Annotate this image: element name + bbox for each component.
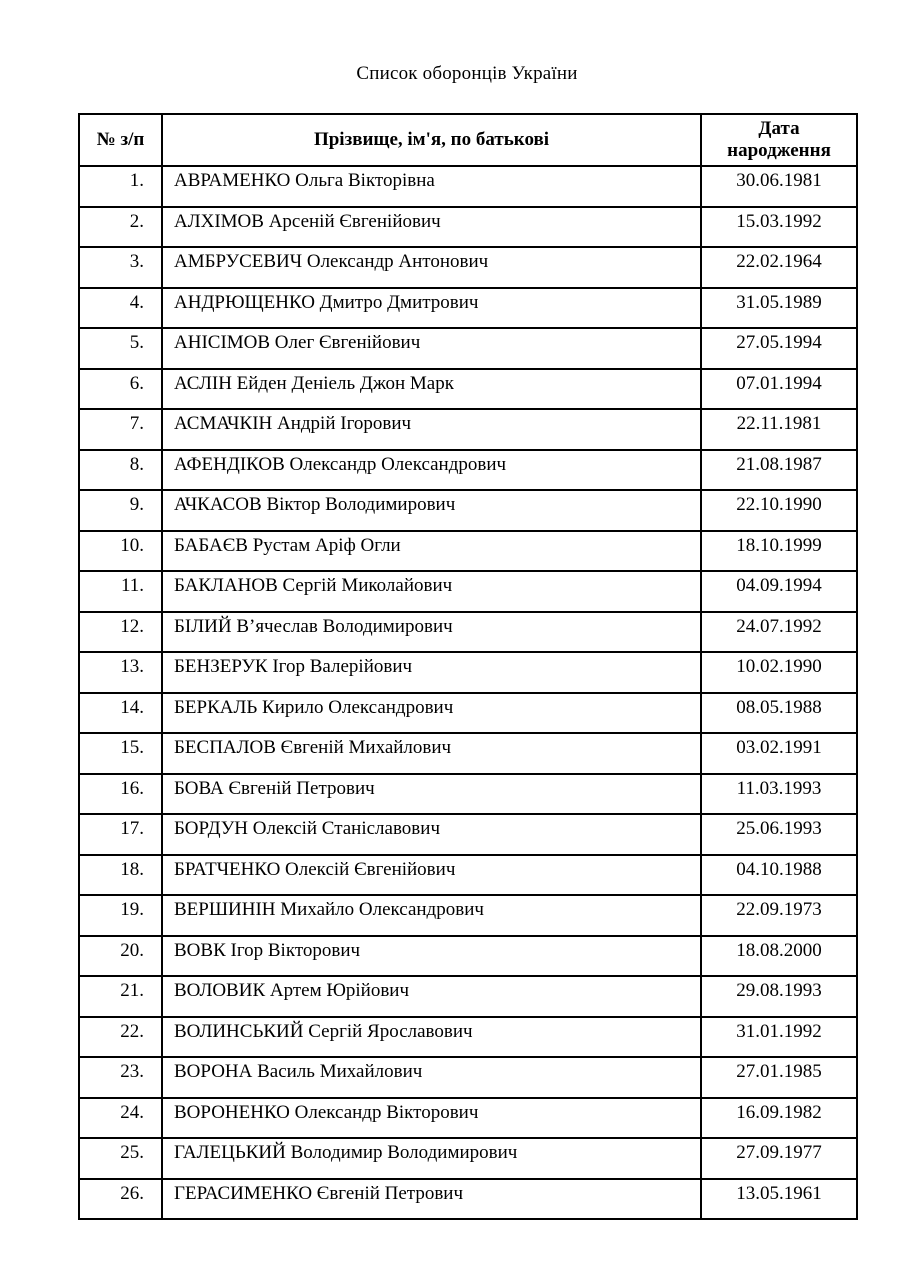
row-number-cell: 14. — [79, 693, 162, 734]
row-name-cell: ГАЛЕЦЬКИЙ Володимир Володимирович — [162, 1138, 701, 1179]
table-row — [79, 936, 857, 977]
row-dob-cell: 29.08.1993 — [701, 976, 857, 1017]
table-row — [79, 1057, 857, 1098]
table-row — [79, 328, 857, 369]
row-dob-cell: 25.06.1993 — [701, 814, 857, 855]
table-row — [79, 207, 857, 248]
row-name-cell: ВОВК Ігор Вікторович — [162, 936, 701, 977]
row-name-cell: БЕНЗЕРУК Ігор Валерійович — [162, 652, 701, 693]
row-dob-cell: 27.05.1994 — [701, 328, 857, 369]
table-row — [79, 409, 857, 450]
row-name-cell: БІЛИЙ В’ячеслав Володимирович — [162, 612, 701, 653]
row-dob-cell: 04.09.1994 — [701, 571, 857, 612]
row-number-cell: 22. — [79, 1017, 162, 1058]
table-body — [79, 166, 857, 1219]
table-row — [79, 855, 857, 896]
row-dob-cell: 18.08.2000 — [701, 936, 857, 977]
table-row — [79, 693, 857, 734]
table-row — [79, 1179, 857, 1220]
row-name-cell: АНІСІМОВ Олег Євгенійович — [162, 328, 701, 369]
row-name-cell: БРАТЧЕНКО Олексій Євгенійович — [162, 855, 701, 896]
row-dob-cell: 24.07.1992 — [701, 612, 857, 653]
row-dob-cell: 21.08.1987 — [701, 450, 857, 491]
row-dob-cell: 04.10.1988 — [701, 855, 857, 896]
table-row — [79, 612, 857, 653]
row-name-cell: ВОРОНЕНКО Олександр Вікторович — [162, 1098, 701, 1139]
row-dob-cell: 03.02.1991 — [701, 733, 857, 774]
row-name-cell: БОВА Євгеній Петрович — [162, 774, 701, 815]
table-row — [79, 288, 857, 329]
row-number-cell: 13. — [79, 652, 162, 693]
row-dob-cell: 22.10.1990 — [701, 490, 857, 531]
row-dob-cell: 10.02.1990 — [701, 652, 857, 693]
page-title: Список оборонців України — [356, 63, 578, 84]
row-name-cell: ГЕРАСИМЕНКО Євгеній Петрович — [162, 1179, 701, 1220]
row-dob-cell: 15.03.1992 — [701, 207, 857, 248]
row-name-cell: БЕРКАЛЬ Кирило Олександрович — [162, 693, 701, 734]
header-row — [79, 114, 857, 166]
row-number-cell: 4. — [79, 288, 162, 329]
row-name-cell: АЛХІМОВ Арсеній Євгенійович — [162, 207, 701, 248]
table-row — [79, 166, 857, 207]
row-dob-cell: 27.09.1977 — [701, 1138, 857, 1179]
row-number-cell: 18. — [79, 855, 162, 896]
row-name-cell: БОРДУН Олексій Станіславович — [162, 814, 701, 855]
row-dob-cell: 30.06.1981 — [701, 166, 857, 207]
header-cell-dob: Дата народження — [701, 114, 857, 166]
row-dob-cell: 31.01.1992 — [701, 1017, 857, 1058]
row-number-cell: 10. — [79, 531, 162, 572]
row-dob-cell: 18.10.1999 — [701, 531, 857, 572]
row-dob-cell: 22.11.1981 — [701, 409, 857, 450]
row-name-cell: БАКЛАНОВ Сергій Миколайович — [162, 571, 701, 612]
table-row — [79, 1138, 857, 1179]
table-row — [79, 369, 857, 410]
row-number-cell: 1. — [79, 166, 162, 207]
row-number-cell: 12. — [79, 612, 162, 653]
table-row — [79, 247, 857, 288]
row-number-cell: 21. — [79, 976, 162, 1017]
row-name-cell: АСЛІН Ейден Деніель Джон Марк — [162, 369, 701, 410]
table-row — [79, 571, 857, 612]
row-name-cell: АМБРУСЕВИЧ Олександр Антонович — [162, 247, 701, 288]
row-number-cell: 7. — [79, 409, 162, 450]
table-row — [79, 895, 857, 936]
row-dob-cell: 27.01.1985 — [701, 1057, 857, 1098]
row-name-cell: АВРАМЕНКО Ольга Вікторівна — [162, 166, 701, 207]
row-number-cell: 3. — [79, 247, 162, 288]
row-number-cell: 25. — [79, 1138, 162, 1179]
row-number-cell: 9. — [79, 490, 162, 531]
row-name-cell: АСМАЧКІН Андрій Ігорович — [162, 409, 701, 450]
row-number-cell: 24. — [79, 1098, 162, 1139]
row-name-cell: АЧКАСОВ Віктор Володимирович — [162, 490, 701, 531]
row-dob-cell: 08.05.1988 — [701, 693, 857, 734]
table-row — [79, 1017, 857, 1058]
row-name-cell: ВЕРШИНІН Михайло Олександрович — [162, 895, 701, 936]
row-number-cell: 11. — [79, 571, 162, 612]
row-dob-cell: 13.05.1961 — [701, 1179, 857, 1220]
table-header — [79, 114, 857, 166]
row-name-cell: ВОРОНА Василь Михайлович — [162, 1057, 701, 1098]
row-number-cell: 2. — [79, 207, 162, 248]
row-name-cell: ВОЛОВИК Артем Юрійович — [162, 976, 701, 1017]
row-dob-cell: 22.09.1973 — [701, 895, 857, 936]
row-number-cell: 6. — [79, 369, 162, 410]
row-name-cell: БАБАЄВ Рустам Аріф Огли — [162, 531, 701, 572]
row-dob-cell: 16.09.1982 — [701, 1098, 857, 1139]
row-dob-cell: 07.01.1994 — [701, 369, 857, 410]
defenders-table — [78, 113, 858, 1220]
row-name-cell: АНДРЮЩЕНКО Дмитро Дмитрович — [162, 288, 701, 329]
row-name-cell: ВОЛИНСЬКИЙ Сергій Ярославович — [162, 1017, 701, 1058]
table-row — [79, 450, 857, 491]
table-row — [79, 490, 857, 531]
row-name-cell: БЕСПАЛОВ Євгеній Михайлович — [162, 733, 701, 774]
row-dob-cell: 22.02.1964 — [701, 247, 857, 288]
row-number-cell: 23. — [79, 1057, 162, 1098]
row-name-cell: АФЕНДІКОВ Олександр Олександрович — [162, 450, 701, 491]
header-cell-name: Прізвище, ім'я, по батькові — [162, 114, 701, 166]
row-number-cell: 15. — [79, 733, 162, 774]
table-row — [79, 976, 857, 1017]
row-number-cell: 8. — [79, 450, 162, 491]
table-row — [79, 814, 857, 855]
header-cell-number: № з/п — [79, 114, 162, 166]
table-row — [79, 733, 857, 774]
table-row — [79, 531, 857, 572]
row-number-cell: 20. — [79, 936, 162, 977]
row-dob-cell: 31.05.1989 — [701, 288, 857, 329]
row-number-cell: 5. — [79, 328, 162, 369]
row-number-cell: 17. — [79, 814, 162, 855]
row-dob-cell: 11.03.1993 — [701, 774, 857, 815]
row-number-cell: 19. — [79, 895, 162, 936]
table-row — [79, 652, 857, 693]
table-row — [79, 774, 857, 815]
table-row — [79, 1098, 857, 1139]
row-number-cell: 26. — [79, 1179, 162, 1220]
row-number-cell: 16. — [79, 774, 162, 815]
